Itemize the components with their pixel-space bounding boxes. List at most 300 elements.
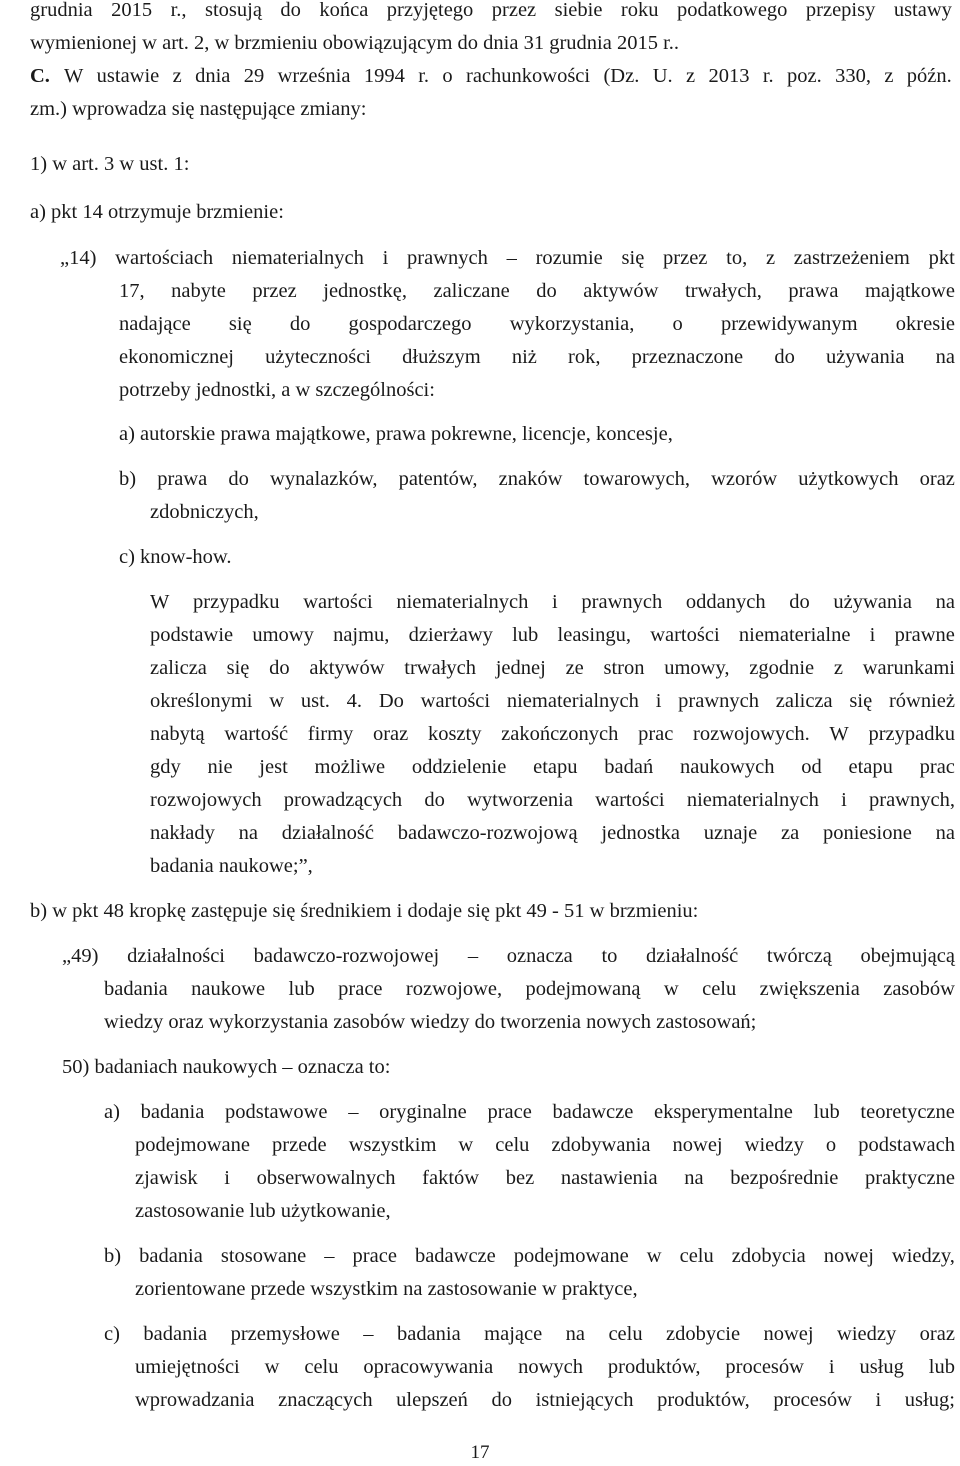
- word: nowej: [823, 1245, 874, 1267]
- word: jednej: [495, 657, 546, 679]
- justified-line: [104, 1318, 955, 1351]
- word: firmy: [307, 723, 354, 745]
- word: wiedzy,: [891, 1245, 955, 1267]
- word: nastawienia: [560, 1167, 658, 1189]
- word: aktywów: [309, 657, 385, 679]
- word: oddanych: [685, 591, 766, 613]
- word: do: [289, 313, 311, 335]
- word: badawcze: [552, 1101, 634, 1123]
- word: pkt: [928, 247, 955, 269]
- word: lub: [288, 978, 315, 1000]
- word: przemysłowe: [230, 1323, 340, 1345]
- word: przeznaczone: [631, 346, 744, 368]
- word: zgodnie: [749, 657, 815, 679]
- justified-line: [60, 242, 955, 275]
- word: podatkowego: [676, 0, 788, 21]
- word: c): [104, 1323, 120, 1345]
- word: przez: [252, 280, 297, 302]
- word: o: [442, 65, 453, 87]
- word: końca: [319, 0, 369, 21]
- word: leasingu,: [557, 624, 631, 646]
- word: gospodarczego: [348, 313, 472, 335]
- word: „49): [62, 945, 99, 967]
- word: niż: [511, 346, 537, 368]
- intro-line-2: wymienionej w art. 2, w brzmieniu obowiązującym do dnia 31 grudnia 2015 r..: [30, 32, 680, 54]
- p50a-line-2: [135, 1129, 955, 1162]
- p50-heading: 50) badaniach naukowych – oznacza to:: [62, 1056, 391, 1078]
- word: 1994: [363, 65, 405, 87]
- word: się: [228, 313, 252, 335]
- word: rozwojowe,: [405, 978, 503, 1000]
- word: nadające: [119, 313, 191, 335]
- word: i: [875, 1389, 882, 1411]
- word: praktyczne: [865, 1167, 955, 1189]
- p14-para-line-6: [150, 751, 955, 784]
- word: siebie: [554, 0, 603, 21]
- word: produktów,: [657, 1389, 750, 1411]
- word: r.: [762, 65, 774, 87]
- word: trwałych: [404, 657, 476, 679]
- word: stosowane: [220, 1245, 307, 1267]
- word: niematerialnych: [686, 789, 819, 811]
- word: umiejętności: [135, 1356, 240, 1378]
- word: w: [264, 1356, 280, 1378]
- word: zastrzeżeniem: [793, 247, 910, 269]
- word: obejmującą: [860, 945, 955, 967]
- word: –: [467, 945, 479, 967]
- word: wynalazków,: [270, 468, 378, 490]
- section-c-line-2: zm.) wprowadza się następujące zmiany:: [30, 98, 367, 120]
- word: ze: [565, 657, 584, 679]
- word: podejmowane: [513, 1245, 629, 1267]
- word: oznacza: [506, 945, 573, 967]
- p14-line-4: [119, 341, 955, 374]
- word: znaczących: [278, 1389, 373, 1411]
- word: zalicza: [150, 657, 207, 679]
- word: 29: [243, 65, 265, 87]
- word: produktów,: [607, 1356, 701, 1378]
- word: do: [269, 657, 290, 679]
- p14-para-line-3: [150, 652, 955, 685]
- p50a-line-3: [135, 1162, 955, 1195]
- word: o: [825, 1134, 837, 1156]
- word: oraz: [919, 468, 955, 490]
- word: do: [789, 591, 810, 613]
- word: ustawy: [893, 0, 952, 21]
- p50c-line-1: [104, 1318, 955, 1351]
- word: nie: [207, 756, 233, 778]
- word: naukowe: [191, 978, 266, 1000]
- word: i: [841, 789, 847, 811]
- word: również: [888, 690, 955, 712]
- word: z: [172, 65, 182, 87]
- word: prawa: [157, 468, 208, 490]
- justified-line: [104, 1096, 955, 1129]
- word: na: [684, 1167, 704, 1189]
- word: patentów,: [398, 468, 478, 490]
- word: badawcze: [414, 1245, 496, 1267]
- word: ulepszeń: [396, 1389, 468, 1411]
- word: wzorów: [711, 468, 778, 490]
- word: zdobycie: [666, 1323, 741, 1345]
- word: –: [324, 1245, 335, 1267]
- word: to: [601, 945, 618, 967]
- word: nabyte: [171, 280, 226, 302]
- word: i: [224, 1167, 230, 1189]
- word: na: [935, 822, 955, 844]
- word: opracowywania: [363, 1356, 494, 1378]
- p14-para-line-2: [150, 619, 955, 652]
- word: nowej: [672, 1134, 723, 1156]
- p14-line-2: [119, 275, 955, 308]
- p50a-line-4: zastosowanie lub użytkowanie,: [135, 1200, 391, 1222]
- p14-para-line-4: [150, 685, 955, 718]
- word: przez: [491, 0, 537, 21]
- sub-b-heading: b) w pkt 48 kropkę zastępuje się średnikiem i dodaje się pkt 49 - 51 w brzmieniu:: [30, 900, 699, 922]
- word: zdobywania: [551, 1134, 651, 1156]
- word: lub: [512, 624, 539, 646]
- word: podstawach: [858, 1134, 955, 1156]
- word: (Dz.: [603, 65, 640, 87]
- word: prace: [338, 978, 383, 1000]
- justified-line: [150, 652, 955, 685]
- word: działalność: [281, 822, 375, 844]
- justified-line: [150, 817, 955, 850]
- sub-a-heading: a) pkt 14 otrzymuje brzmienie:: [30, 201, 284, 223]
- word: bezpośrednie: [730, 1167, 839, 1189]
- word: i: [869, 624, 876, 646]
- word: wszystkim: [348, 1134, 437, 1156]
- word: prawne: [894, 624, 955, 646]
- word: do: [774, 346, 795, 368]
- justified-line: [150, 718, 955, 751]
- word: najmu,: [333, 624, 390, 646]
- p14-item-b: [119, 463, 955, 496]
- word: twórczą: [766, 945, 832, 967]
- word: W: [150, 591, 170, 613]
- p50b-line-2: zorientowane przede wszystkim na zastosowanie w praktyce,: [135, 1278, 638, 1300]
- word: prawnych: [581, 591, 663, 613]
- word: z: [765, 247, 776, 269]
- word: oryginalne: [379, 1101, 467, 1123]
- word: b): [104, 1245, 122, 1267]
- justified-line: [104, 973, 955, 1006]
- word: zalicza: [775, 690, 833, 712]
- word: za: [781, 822, 800, 844]
- word: niematerialnych: [396, 591, 529, 613]
- word: z: [685, 65, 696, 87]
- word: w: [646, 1245, 662, 1267]
- word: celu: [495, 1134, 530, 1156]
- word: procesów: [725, 1356, 804, 1378]
- word: grudnia: [30, 0, 93, 21]
- word: eksperymentalne: [653, 1101, 793, 1123]
- word: badania: [104, 978, 168, 1000]
- word: wprowadzania: [135, 1389, 255, 1411]
- word: warunkami: [862, 657, 955, 679]
- word: września: [277, 65, 351, 87]
- word: prawnych,: [869, 789, 955, 811]
- p14-para-line-7: [150, 784, 955, 817]
- word: niematerialnych: [231, 247, 364, 269]
- word: zdobycia: [731, 1245, 806, 1267]
- justified-line: [135, 1384, 955, 1417]
- justified-line: [119, 275, 955, 308]
- justified-line: [150, 586, 955, 619]
- word: działalności: [127, 945, 225, 967]
- word: rok,: [568, 346, 601, 368]
- word: gdy: [150, 756, 181, 778]
- word: badawczo-rozwojowej: [253, 945, 440, 967]
- word: wartości: [595, 789, 665, 811]
- word: stron: [603, 657, 645, 679]
- word: niematerialne: [738, 624, 851, 646]
- word: aktywów: [583, 280, 659, 302]
- word: i: [382, 247, 389, 269]
- justified-line: [62, 940, 955, 973]
- word: 2013: [708, 65, 750, 87]
- word: stosują: [204, 0, 262, 21]
- word: możliwe: [314, 756, 386, 778]
- p14-para-line-1: [150, 586, 955, 619]
- word: na: [935, 591, 955, 613]
- word: prac: [638, 723, 674, 745]
- word: celu: [702, 978, 737, 1000]
- word: prac: [919, 756, 955, 778]
- word: prace: [487, 1101, 532, 1123]
- word: używania: [833, 591, 912, 613]
- justified-line: [119, 463, 955, 496]
- word: 330,: [835, 65, 871, 87]
- word: badania: [396, 1323, 461, 1345]
- justified-line: [119, 308, 955, 341]
- word: na: [565, 1323, 586, 1345]
- word: o: [672, 313, 683, 335]
- p50c-line-3: [135, 1384, 955, 1417]
- p50c-line-2: [135, 1351, 955, 1384]
- word: przez: [663, 247, 708, 269]
- word: podejmowaną: [525, 978, 641, 1000]
- justified-line: [64, 60, 952, 93]
- word: towarowych,: [583, 468, 690, 490]
- word: lub: [928, 1356, 955, 1378]
- word: wiedzy: [744, 1134, 804, 1156]
- word: rachunkowości: [466, 65, 591, 87]
- word: faktów: [422, 1167, 480, 1189]
- word: bez: [505, 1167, 535, 1189]
- section-c-line-1: [30, 60, 952, 93]
- word: się: [849, 690, 873, 712]
- word: poz.: [787, 65, 822, 87]
- p14-item-a: a) autorskie prawa majątkowe, prawa pokrewne, licencje, koncesje,: [119, 423, 673, 445]
- word: rozumie: [535, 247, 603, 269]
- word: od: [801, 756, 822, 778]
- word: celu: [679, 1245, 714, 1267]
- word: trwałych,: [684, 280, 762, 302]
- word: W: [63, 65, 84, 87]
- intro-line-1: [30, 0, 952, 27]
- word: wartościach: [115, 247, 214, 269]
- word: podstawie: [150, 624, 234, 646]
- word: użytkowych: [798, 468, 899, 490]
- word: 17,: [119, 280, 145, 302]
- word: z: [833, 657, 844, 679]
- word: się: [621, 247, 645, 269]
- justified-line: [150, 685, 955, 718]
- word: podstawowe: [225, 1101, 328, 1123]
- word: celu: [608, 1323, 643, 1345]
- word: prawnych: [407, 247, 488, 269]
- word: celu: [304, 1356, 339, 1378]
- word: lub: [813, 1101, 840, 1123]
- word: –: [348, 1101, 359, 1123]
- word: zwiększenia: [759, 978, 860, 1000]
- word: niematerialnych: [506, 690, 639, 712]
- word: do: [280, 0, 301, 21]
- word: rozwojowych: [150, 789, 262, 811]
- word: uznaje: [703, 822, 758, 844]
- word: z: [884, 65, 894, 87]
- word: dnia: [195, 65, 231, 87]
- word: obserwowalnych: [256, 1167, 396, 1189]
- word: wytworzenia: [467, 789, 573, 811]
- word: 4.: [346, 690, 363, 712]
- word: jest: [259, 756, 288, 778]
- word: zaliczane: [433, 280, 510, 302]
- word: –: [363, 1323, 374, 1345]
- word: na: [238, 822, 259, 844]
- word: prace: [352, 1245, 397, 1267]
- word: 2015: [111, 0, 153, 21]
- word: wykorzystania,: [509, 313, 635, 335]
- word: zasobów: [883, 978, 955, 1000]
- word: przepisy: [805, 0, 876, 21]
- word: etapu: [848, 756, 893, 778]
- word: wartość: [224, 723, 289, 745]
- word: i: [828, 1356, 835, 1378]
- word: ekonomicznej: [119, 346, 234, 368]
- justified-line: [135, 1351, 955, 1384]
- word: badania: [143, 1323, 208, 1345]
- word: późn.: [906, 65, 952, 87]
- word: wartości: [420, 690, 491, 712]
- p14-line-3: [119, 308, 955, 341]
- word: usług;: [904, 1389, 955, 1411]
- word: b): [119, 468, 137, 490]
- word: majątkowe: [864, 280, 955, 302]
- justified-line: [135, 1162, 955, 1195]
- word: w: [458, 1134, 474, 1156]
- justified-line: [30, 0, 952, 27]
- word: wartości: [650, 624, 720, 646]
- word: w: [269, 690, 285, 712]
- p14-item-c: c) know-how.: [119, 546, 232, 568]
- word: oraz: [919, 1323, 955, 1345]
- word: badania: [140, 1101, 205, 1123]
- word: „14): [60, 247, 97, 269]
- word: zakończonych: [501, 723, 619, 745]
- word: usług: [859, 1356, 904, 1378]
- word: prowadzących: [283, 789, 403, 811]
- word: etapu: [533, 756, 578, 778]
- word: prawa: [788, 280, 839, 302]
- word: dłuższym: [402, 346, 481, 368]
- word: nabytą: [150, 723, 205, 745]
- word: nowej: [763, 1323, 814, 1345]
- word: używania: [825, 346, 905, 368]
- page-number: 17: [470, 1442, 490, 1463]
- word: się: [226, 657, 250, 679]
- word: r.,: [170, 0, 187, 21]
- word: wiedzy: [837, 1323, 897, 1345]
- word: do: [424, 789, 445, 811]
- word: badawczo-rozwojową: [397, 822, 578, 844]
- word: prawnych: [678, 690, 759, 712]
- word: nowych: [518, 1356, 583, 1378]
- word: naukowych: [679, 756, 775, 778]
- word: przypadku: [868, 723, 955, 745]
- p14-line-1: [60, 242, 955, 275]
- p50b-line-1: [104, 1240, 955, 1273]
- word: określonymi: [150, 690, 253, 712]
- justified-line: [150, 619, 955, 652]
- word: do: [536, 280, 557, 302]
- word: dzierżawy: [408, 624, 493, 646]
- word: r.: [418, 65, 430, 87]
- word: wartości: [303, 591, 373, 613]
- word: poniesione: [822, 822, 912, 844]
- word: roku: [620, 0, 659, 21]
- justified-line: [150, 751, 955, 784]
- p14-para-line-9: badania naukowe;”,: [150, 855, 313, 877]
- word: i: [655, 690, 662, 712]
- word: oraz: [372, 723, 409, 745]
- justified-line: [135, 1129, 955, 1162]
- word: okresie: [895, 313, 955, 335]
- word: działalność: [646, 945, 739, 967]
- word: istniejących: [535, 1389, 634, 1411]
- word: ust.: [300, 690, 330, 712]
- word: znaków: [498, 468, 563, 490]
- word: do: [491, 1389, 512, 1411]
- p49-line-3: wiedzy oraz wykorzystania zasobów wiedzy do tworzenia nowych zastosowań;: [104, 1011, 757, 1033]
- word: użyteczności: [265, 346, 371, 368]
- word: ustawie: [96, 65, 160, 87]
- word: przyjętego: [386, 0, 474, 21]
- justified-line: [104, 1240, 955, 1273]
- word: na: [935, 346, 955, 368]
- word: umowy: [252, 624, 314, 646]
- word: Do: [378, 690, 404, 712]
- word: zjawisk: [135, 1167, 198, 1189]
- p14-item-b-cont: zdobniczych,: [150, 501, 259, 523]
- p49-line-1: [62, 940, 955, 973]
- word: i: [552, 591, 558, 613]
- word: U.: [652, 65, 673, 87]
- word: do: [228, 468, 249, 490]
- word: rozwojowych.: [693, 723, 810, 745]
- word: jednostkę,: [323, 280, 407, 302]
- word: w: [663, 978, 679, 1000]
- justified-line: [119, 341, 955, 374]
- word: przede: [272, 1134, 327, 1156]
- word: nakłady: [150, 822, 215, 844]
- word: teoretyczne: [860, 1101, 955, 1123]
- justified-line: [150, 784, 955, 817]
- word: procesów: [773, 1389, 852, 1411]
- p50a-line-1: [104, 1096, 955, 1129]
- word: badania: [139, 1245, 203, 1267]
